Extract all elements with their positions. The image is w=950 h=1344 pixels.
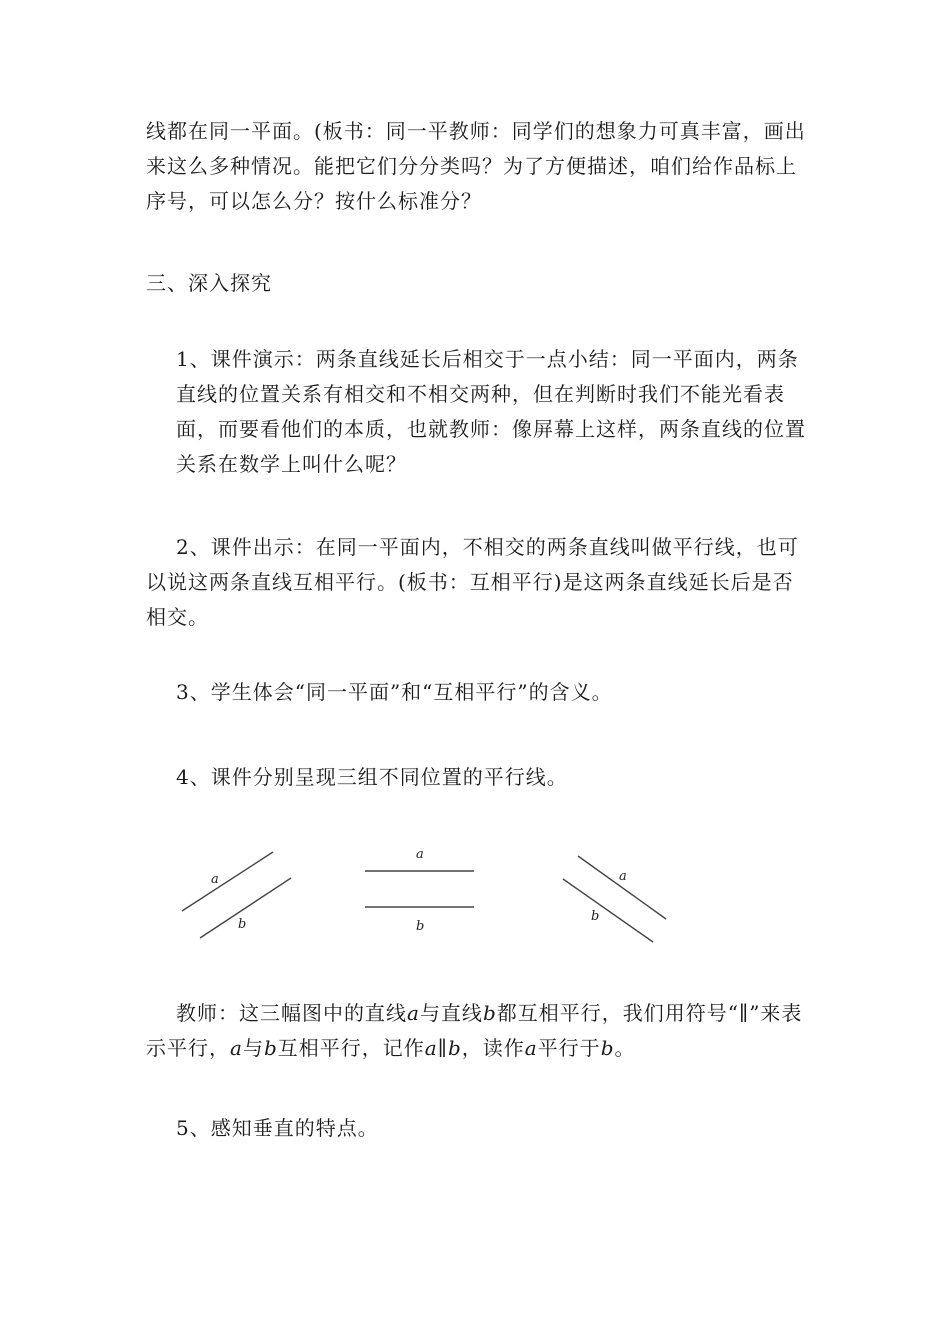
line-b-group-3 bbox=[563, 879, 653, 942]
variable-b: b bbox=[447, 1036, 462, 1060]
section-heading: 三、深入探究 bbox=[146, 271, 272, 295]
variable-b: b bbox=[263, 1036, 278, 1060]
text-segment: ，读作 bbox=[461, 1036, 525, 1060]
paragraph-step-4: 4、课件分别呈现三组不同位置的平行线。 bbox=[176, 765, 568, 789]
line-a-group-1 bbox=[182, 852, 273, 911]
variable-a: a bbox=[407, 1001, 420, 1025]
paragraph-step-1: 1、课件演示：两条直线延长后相交于一点小结：同一平面内，两条直线的位置关系有相交和不相交两种，但在判断时我们不能光看表面，而要看他们的本质，也就教师：像屏幕上这样，两条直线的位置关系在数学上叫什么呢？ bbox=[176, 347, 806, 476]
paragraph-step-3: 3、学生体会“同一平面”和“互相平行”的含义。 bbox=[176, 680, 613, 704]
label-a-group-1: a bbox=[211, 872, 219, 887]
parallel-group-2 bbox=[365, 847, 474, 934]
label-b-group-2: b bbox=[416, 919, 425, 934]
label-a-group-2: a bbox=[416, 847, 424, 862]
variable-a: a bbox=[230, 1036, 243, 1060]
variable-a: a bbox=[524, 1036, 538, 1060]
text-segment: 平行于 bbox=[537, 1036, 601, 1060]
paragraph-step-5: 5、感知垂直的特点。 bbox=[176, 1116, 379, 1140]
parallel-group-1 bbox=[182, 852, 291, 938]
paragraph-intro: 线都在同一平面。(板书：同一平教师：同学们的想象力可真丰富，画出来这么多种情况。能把它们分分类吗？为了方便描述，咱们给作品标上序号，可以怎么分？按什么标准分？ bbox=[146, 119, 806, 213]
text-segment: 都互相平行，我们用符号“∥”来表示平行， bbox=[146, 1001, 803, 1060]
parallel-lines-figure bbox=[170, 840, 690, 950]
text-segment: 与 bbox=[242, 1036, 264, 1060]
paragraph-step-2: 2、课件出示：在同一平面内，不相交的两条直线叫做平行线，也可以说这两条直线互相平行。(板书：互相平行)是这两条直线延长后是否相交。 bbox=[146, 535, 799, 629]
variable-b: b bbox=[482, 1001, 497, 1025]
text-segment: 与直线 bbox=[419, 1001, 483, 1025]
parallel-symbol: ∥ bbox=[437, 1036, 448, 1060]
variable-b: b bbox=[600, 1036, 615, 1060]
variable-a: a bbox=[424, 1036, 438, 1060]
label-a-group-3: a bbox=[619, 869, 627, 884]
label-b-group-1: b bbox=[238, 917, 247, 932]
parallel-group-3 bbox=[563, 856, 666, 942]
text-segment: 教师：这三幅图中的直线 bbox=[176, 1001, 407, 1025]
text-segment: 。 bbox=[614, 1036, 636, 1060]
parallel-lines-svg bbox=[170, 840, 690, 950]
text-segment: 互相平行，记作 bbox=[277, 1036, 425, 1060]
paragraph-teacher-note bbox=[146, 996, 814, 1066]
label-b-group-3: b bbox=[591, 909, 600, 924]
